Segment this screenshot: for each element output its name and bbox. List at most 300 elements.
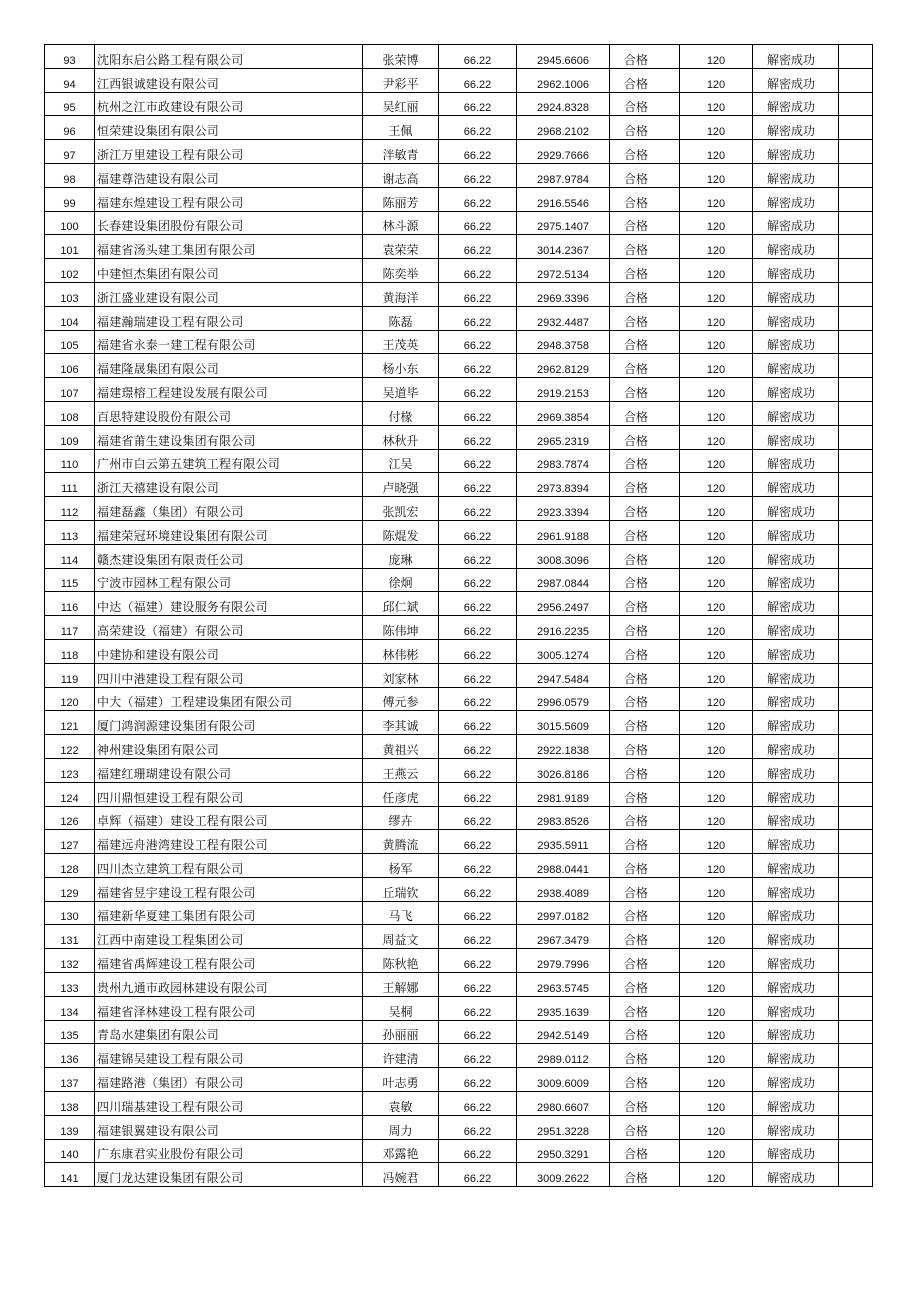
row-number: 141 [45, 1163, 95, 1187]
company-name: 福建省昱宇建设工程有限公司 [95, 877, 363, 901]
bidder-name: 张荣博 [363, 45, 439, 69]
company-name: 中建协和建设有限公司 [95, 639, 363, 663]
decrypt-status: 解密成功 [753, 854, 839, 878]
bidder-name: 卢晓强 [363, 473, 439, 497]
row-number: 132 [45, 949, 95, 973]
row-number: 124 [45, 782, 95, 806]
score-value: 66.22 [439, 877, 517, 901]
score-value: 66.22 [439, 449, 517, 473]
empty-cell [839, 354, 873, 378]
table-row [45, 735, 873, 759]
qualification-result: 合格 [610, 782, 680, 806]
qualification-result: 合格 [610, 973, 680, 997]
duration-value: 120 [680, 473, 753, 497]
empty-cell [839, 925, 873, 949]
empty-cell [839, 735, 873, 759]
table-row [45, 806, 873, 830]
row-number: 121 [45, 711, 95, 735]
decrypt-status: 解密成功 [753, 449, 839, 473]
decrypt-status: 解密成功 [753, 187, 839, 211]
qualification-result: 合格 [610, 187, 680, 211]
empty-cell [839, 616, 873, 640]
qualification-result: 合格 [610, 140, 680, 164]
decrypt-status: 解密成功 [753, 1115, 839, 1139]
decrypt-status: 解密成功 [753, 949, 839, 973]
company-name: 福建璟榕工程建设发展有限公司 [95, 378, 363, 402]
bidder-name: 黄腾流 [363, 830, 439, 854]
qualification-result: 合格 [610, 473, 680, 497]
table-row [45, 235, 873, 259]
duration-value: 120 [680, 1163, 753, 1187]
qualification-result: 合格 [610, 735, 680, 759]
score-value: 66.22 [439, 259, 517, 283]
decrypt-status: 解密成功 [753, 354, 839, 378]
duration-value: 120 [680, 449, 753, 473]
bid-amount: 3009.2622 [517, 1163, 610, 1187]
empty-cell [839, 306, 873, 330]
decrypt-status: 解密成功 [753, 925, 839, 949]
duration-value: 120 [680, 854, 753, 878]
decrypt-status: 解密成功 [753, 782, 839, 806]
empty-cell [839, 806, 873, 830]
table-row [45, 973, 873, 997]
empty-cell [839, 1044, 873, 1068]
bidder-name: 陈丽芳 [363, 187, 439, 211]
bidder-name: 陈伟坤 [363, 616, 439, 640]
company-name: 广东康君实业股份有限公司 [95, 1139, 363, 1163]
bid-amount: 2972.5134 [517, 259, 610, 283]
bidder-name: 邱仁斌 [363, 592, 439, 616]
decrypt-status: 解密成功 [753, 996, 839, 1020]
decrypt-status: 解密成功 [753, 401, 839, 425]
company-name: 江西银诚建设有限公司 [95, 68, 363, 92]
decrypt-status: 解密成功 [753, 330, 839, 354]
row-number: 123 [45, 758, 95, 782]
qualification-result: 合格 [610, 211, 680, 235]
row-number: 120 [45, 687, 95, 711]
score-value: 66.22 [439, 996, 517, 1020]
score-value: 66.22 [439, 211, 517, 235]
table-row [45, 330, 873, 354]
empty-cell [839, 949, 873, 973]
duration-value: 120 [680, 949, 753, 973]
bid-amount: 3008.3096 [517, 544, 610, 568]
score-value: 66.22 [439, 497, 517, 521]
empty-cell [839, 520, 873, 544]
bidder-name: 王燕云 [363, 758, 439, 782]
score-value: 66.22 [439, 116, 517, 140]
score-value: 66.22 [439, 425, 517, 449]
empty-cell [839, 758, 873, 782]
decrypt-status: 解密成功 [753, 425, 839, 449]
duration-value: 120 [680, 973, 753, 997]
score-value: 66.22 [439, 568, 517, 592]
empty-cell [839, 592, 873, 616]
empty-cell [839, 1020, 873, 1044]
duration-value: 120 [680, 782, 753, 806]
bid-results-table [44, 44, 873, 1187]
qualification-result: 合格 [610, 758, 680, 782]
decrypt-status: 解密成功 [753, 92, 839, 116]
score-value: 66.22 [439, 687, 517, 711]
bid-amount: 2973.8394 [517, 473, 610, 497]
score-value: 66.22 [439, 330, 517, 354]
duration-value: 120 [680, 259, 753, 283]
score-value: 66.22 [439, 140, 517, 164]
bid-amount: 2962.8129 [517, 354, 610, 378]
duration-value: 120 [680, 639, 753, 663]
table-row [45, 140, 873, 164]
bid-amount: 2942.5149 [517, 1020, 610, 1044]
decrypt-status: 解密成功 [753, 1163, 839, 1187]
company-name: 四川鼎恒建设工程有限公司 [95, 782, 363, 806]
qualification-result: 合格 [610, 116, 680, 140]
duration-value: 120 [680, 425, 753, 449]
decrypt-status: 解密成功 [753, 473, 839, 497]
score-value: 66.22 [439, 830, 517, 854]
score-value: 66.22 [439, 163, 517, 187]
score-value: 66.22 [439, 901, 517, 925]
table-row [45, 663, 873, 687]
score-value: 66.22 [439, 1068, 517, 1092]
bid-amount: 2935.1639 [517, 996, 610, 1020]
empty-cell [839, 235, 873, 259]
decrypt-status: 解密成功 [753, 1020, 839, 1044]
empty-cell [839, 996, 873, 1020]
company-name: 青岛水建集团有限公司 [95, 1020, 363, 1044]
qualification-result: 合格 [610, 259, 680, 283]
empty-cell [839, 401, 873, 425]
company-name: 福建瀚瑞建设工程有限公司 [95, 306, 363, 330]
qualification-result: 合格 [610, 378, 680, 402]
qualification-result: 合格 [610, 1163, 680, 1187]
bidder-name: 陈秋艳 [363, 949, 439, 973]
table-row [45, 616, 873, 640]
qualification-result: 合格 [610, 425, 680, 449]
table-row [45, 949, 873, 973]
decrypt-status: 解密成功 [753, 140, 839, 164]
empty-cell [839, 116, 873, 140]
empty-cell [839, 1092, 873, 1116]
table-row [45, 473, 873, 497]
empty-cell [839, 854, 873, 878]
table-row [45, 758, 873, 782]
duration-value: 120 [680, 687, 753, 711]
table-body [45, 45, 873, 1187]
row-number: 98 [45, 163, 95, 187]
bidder-name: 江吴 [363, 449, 439, 473]
duration-value: 120 [680, 401, 753, 425]
row-number: 99 [45, 187, 95, 211]
table-row [45, 497, 873, 521]
company-name: 长春建设集团股份有限公司 [95, 211, 363, 235]
company-name: 江西中南建设工程集团公司 [95, 925, 363, 949]
qualification-result: 合格 [610, 354, 680, 378]
table-row [45, 925, 873, 949]
row-number: 136 [45, 1044, 95, 1068]
decrypt-status: 解密成功 [753, 735, 839, 759]
bidder-name: 庞琳 [363, 544, 439, 568]
bidder-name: 尹彩平 [363, 68, 439, 92]
score-value: 66.22 [439, 616, 517, 640]
row-number: 129 [45, 877, 95, 901]
bidder-name: 马飞 [363, 901, 439, 925]
company-name: 百思特建设股份有限公司 [95, 401, 363, 425]
duration-value: 120 [680, 925, 753, 949]
decrypt-status: 解密成功 [753, 1139, 839, 1163]
bidder-name: 缪卉 [363, 806, 439, 830]
bidder-name: 邓露艳 [363, 1139, 439, 1163]
qualification-result: 合格 [610, 163, 680, 187]
company-name: 福建远舟港湾建设工程有限公司 [95, 830, 363, 854]
table-row [45, 163, 873, 187]
duration-value: 120 [680, 497, 753, 521]
duration-value: 120 [680, 68, 753, 92]
score-value: 66.22 [439, 92, 517, 116]
bidder-name: 黄海洋 [363, 282, 439, 306]
empty-cell [839, 282, 873, 306]
decrypt-status: 解密成功 [753, 520, 839, 544]
bid-amount: 2975.1407 [517, 211, 610, 235]
bidder-name: 黄祖兴 [363, 735, 439, 759]
company-name: 福建新华夏建工集团有限公司 [95, 901, 363, 925]
table-row [45, 854, 873, 878]
bidder-name: 林秋升 [363, 425, 439, 449]
bid-amount: 2924.8328 [517, 92, 610, 116]
duration-value: 120 [680, 663, 753, 687]
score-value: 66.22 [439, 806, 517, 830]
row-number: 135 [45, 1020, 95, 1044]
table-row [45, 877, 873, 901]
qualification-result: 合格 [610, 806, 680, 830]
qualification-result: 合格 [610, 1139, 680, 1163]
score-value: 66.22 [439, 1044, 517, 1068]
empty-cell [839, 68, 873, 92]
score-value: 66.22 [439, 639, 517, 663]
empty-cell [839, 663, 873, 687]
table-row [45, 1115, 873, 1139]
table-row [45, 996, 873, 1020]
empty-cell [839, 378, 873, 402]
table-row [45, 520, 873, 544]
table-row [45, 68, 873, 92]
decrypt-status: 解密成功 [753, 616, 839, 640]
row-number: 116 [45, 592, 95, 616]
row-number: 100 [45, 211, 95, 235]
qualification-result: 合格 [610, 401, 680, 425]
qualification-result: 合格 [610, 687, 680, 711]
empty-cell [839, 473, 873, 497]
score-value: 66.22 [439, 758, 517, 782]
score-value: 66.22 [439, 68, 517, 92]
row-number: 134 [45, 996, 95, 1020]
row-number: 113 [45, 520, 95, 544]
bidder-name: 丘瑞钦 [363, 877, 439, 901]
bidder-name: 冯婉君 [363, 1163, 439, 1187]
duration-value: 120 [680, 1115, 753, 1139]
empty-cell [839, 782, 873, 806]
decrypt-status: 解密成功 [753, 1092, 839, 1116]
decrypt-status: 解密成功 [753, 306, 839, 330]
duration-value: 120 [680, 1068, 753, 1092]
qualification-result: 合格 [610, 1092, 680, 1116]
company-name: 福建锦吴建设工程有限公司 [95, 1044, 363, 1068]
bidder-name: 徐炯 [363, 568, 439, 592]
company-name: 福建尊浩建设有限公司 [95, 163, 363, 187]
row-number: 140 [45, 1139, 95, 1163]
score-value: 66.22 [439, 378, 517, 402]
bid-amount: 2932.4487 [517, 306, 610, 330]
qualification-result: 合格 [610, 68, 680, 92]
decrypt-status: 解密成功 [753, 163, 839, 187]
row-number: 131 [45, 925, 95, 949]
decrypt-status: 解密成功 [753, 68, 839, 92]
bidder-name: 林伟彬 [363, 639, 439, 663]
duration-value: 120 [680, 116, 753, 140]
row-number: 133 [45, 973, 95, 997]
bid-amount: 2981.9189 [517, 782, 610, 806]
qualification-result: 合格 [610, 949, 680, 973]
score-value: 66.22 [439, 1020, 517, 1044]
qualification-result: 合格 [610, 663, 680, 687]
qualification-result: 合格 [610, 996, 680, 1020]
bidder-name: 孙丽丽 [363, 1020, 439, 1044]
row-number: 101 [45, 235, 95, 259]
qualification-result: 合格 [610, 544, 680, 568]
company-name: 福建银翼建设有限公司 [95, 1115, 363, 1139]
decrypt-status: 解密成功 [753, 877, 839, 901]
row-number: 115 [45, 568, 95, 592]
score-value: 66.22 [439, 544, 517, 568]
row-number: 119 [45, 663, 95, 687]
company-name: 沈阳东启公路工程有限公司 [95, 45, 363, 69]
duration-value: 120 [680, 45, 753, 69]
row-number: 103 [45, 282, 95, 306]
score-value: 66.22 [439, 187, 517, 211]
duration-value: 120 [680, 735, 753, 759]
empty-cell [839, 711, 873, 735]
decrypt-status: 解密成功 [753, 1068, 839, 1092]
bid-amount: 3026.8186 [517, 758, 610, 782]
company-name: 福建红珊瑚建设有限公司 [95, 758, 363, 782]
duration-value: 120 [680, 806, 753, 830]
score-value: 66.22 [439, 782, 517, 806]
bidder-name: 陈奕举 [363, 259, 439, 283]
decrypt-status: 解密成功 [753, 973, 839, 997]
table-row [45, 1092, 873, 1116]
company-name: 浙江盛业建设有限公司 [95, 282, 363, 306]
row-number: 93 [45, 45, 95, 69]
table-row [45, 830, 873, 854]
score-value: 66.22 [439, 949, 517, 973]
duration-value: 120 [680, 901, 753, 925]
qualification-result: 合格 [610, 901, 680, 925]
score-value: 66.22 [439, 235, 517, 259]
qualification-result: 合格 [610, 45, 680, 69]
qualification-result: 合格 [610, 1020, 680, 1044]
decrypt-status: 解密成功 [753, 639, 839, 663]
decrypt-status: 解密成功 [753, 830, 839, 854]
score-value: 66.22 [439, 663, 517, 687]
bidder-name: 谢志高 [363, 163, 439, 187]
company-name: 浙江天禧建设有限公司 [95, 473, 363, 497]
empty-cell [839, 1068, 873, 1092]
table-row [45, 401, 873, 425]
decrypt-status: 解密成功 [753, 806, 839, 830]
row-number: 126 [45, 806, 95, 830]
company-name: 浙江万里建设工程有限公司 [95, 140, 363, 164]
qualification-result: 合格 [610, 877, 680, 901]
row-number: 102 [45, 259, 95, 283]
bid-amount: 2983.7874 [517, 449, 610, 473]
qualification-result: 合格 [610, 854, 680, 878]
row-number: 128 [45, 854, 95, 878]
decrypt-status: 解密成功 [753, 711, 839, 735]
decrypt-status: 解密成功 [753, 116, 839, 140]
row-number: 118 [45, 639, 95, 663]
table-row [45, 282, 873, 306]
score-value: 66.22 [439, 520, 517, 544]
qualification-result: 合格 [610, 449, 680, 473]
score-value: 66.22 [439, 45, 517, 69]
score-value: 66.22 [439, 854, 517, 878]
bid-amount: 2997.0182 [517, 901, 610, 925]
company-name: 杭州之江市政建设有限公司 [95, 92, 363, 116]
row-number: 107 [45, 378, 95, 402]
bid-amount: 2996.0579 [517, 687, 610, 711]
company-name: 高荣建设（福建）有限公司 [95, 616, 363, 640]
empty-cell [839, 497, 873, 521]
company-name: 福建路港（集团）有限公司 [95, 1068, 363, 1092]
bid-amount: 2929.7666 [517, 140, 610, 164]
duration-value: 120 [680, 1092, 753, 1116]
bidder-name: 林斗源 [363, 211, 439, 235]
bid-amount: 2962.1006 [517, 68, 610, 92]
company-name: 福建东煌建设工程有限公司 [95, 187, 363, 211]
decrypt-status: 解密成功 [753, 663, 839, 687]
bid-amount: 2948.3758 [517, 330, 610, 354]
bid-amount: 2980.6607 [517, 1092, 610, 1116]
empty-cell [839, 92, 873, 116]
duration-value: 120 [680, 616, 753, 640]
bid-amount: 3015.5609 [517, 711, 610, 735]
empty-cell [839, 211, 873, 235]
empty-cell [839, 973, 873, 997]
table-row [45, 378, 873, 402]
qualification-result: 合格 [610, 92, 680, 116]
row-number: 112 [45, 497, 95, 521]
bid-amount: 2968.2102 [517, 116, 610, 140]
bidder-name: 付椽 [363, 401, 439, 425]
score-value: 66.22 [439, 592, 517, 616]
empty-cell [839, 877, 873, 901]
empty-cell [839, 163, 873, 187]
company-name: 厦门龙达建设集团有限公司 [95, 1163, 363, 1187]
duration-value: 120 [680, 711, 753, 735]
bidder-name: 杨小东 [363, 354, 439, 378]
company-name: 福建磊鑫（集团）有限公司 [95, 497, 363, 521]
duration-value: 120 [680, 306, 753, 330]
duration-value: 120 [680, 140, 753, 164]
duration-value: 120 [680, 1020, 753, 1044]
bidder-name: 王解娜 [363, 973, 439, 997]
qualification-result: 合格 [610, 711, 680, 735]
table-row [45, 449, 873, 473]
table-row [45, 711, 873, 735]
row-number: 130 [45, 901, 95, 925]
score-value: 66.22 [439, 735, 517, 759]
company-name: 宁波市园林工程有限公司 [95, 568, 363, 592]
